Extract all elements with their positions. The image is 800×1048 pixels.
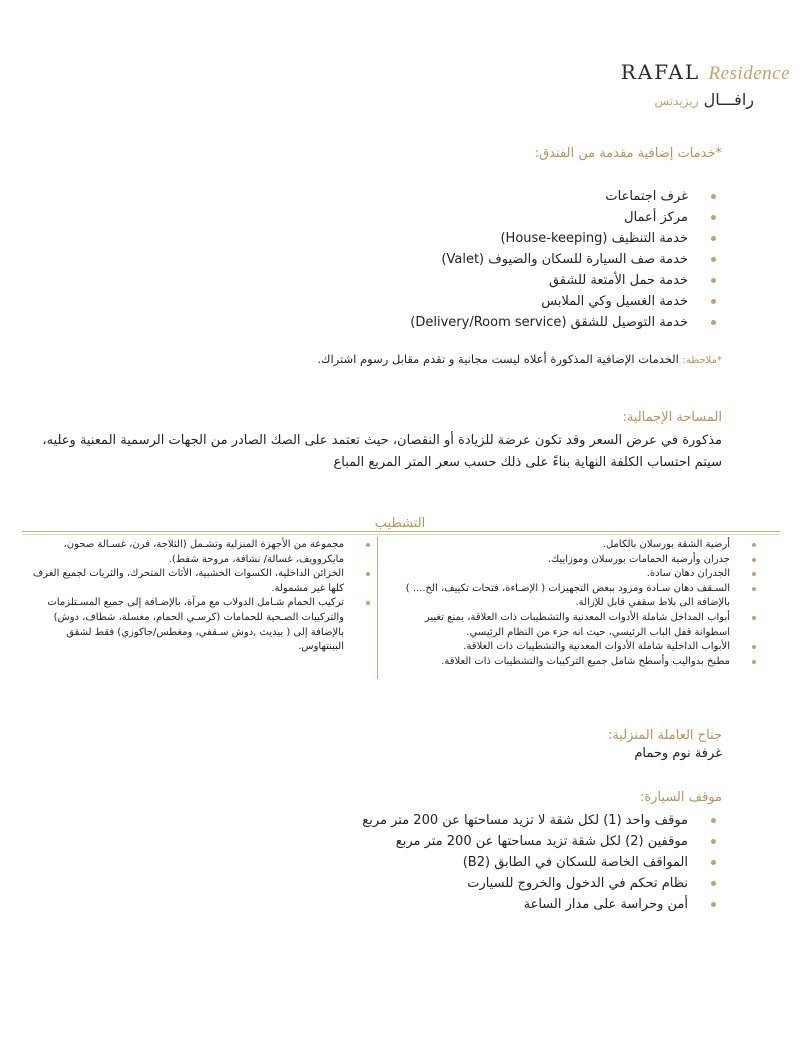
list-item: المواقف الخاصة للسكان في الطابق (B2)	[362, 852, 688, 873]
list-item: خدمة صف السيارة للسكان والضيوف (Valet)	[410, 249, 688, 270]
logo-ar-main: رافـــال	[703, 90, 754, 109]
logo-arabic	[654, 90, 754, 109]
list-item: نظام تحكم في الدخول والخروج للسيارت	[362, 873, 688, 894]
area-heading: المساحة الإجمالية:	[622, 410, 722, 425]
list-item: أبواب المداخل شاملة الأدوات المعدنية والتشطيبات ذات العلاقة، يمنع تغيير اسطوانة قفل الباب الرئيسي، حيث انه جزء من النظام الرئيسي.	[400, 611, 730, 640]
finishing-heading: التشطيب	[374, 516, 426, 531]
list-item: موقف واحد (1) لكل شقة لا تزيد مساحتها عن 200 متر مربع	[362, 810, 688, 831]
note-text: الخدمات الإضافية المذكورة أعلاه ليست مجانية و تقدم مقابل رسوم اشتراك.	[317, 352, 679, 366]
list-item: أرضية الشقة بورسلان بالكامل.	[400, 538, 730, 553]
list-item: مركز أعمال	[410, 207, 688, 228]
list-item: الخزائن الداخلية، الكسوات الخشبية، الأثاث المتحرك، والثريات لجميع الغرف كلها غير مشمولة.	[24, 567, 344, 596]
services-heading: *خدمات إضافية مقدمة من الفندق:	[534, 146, 722, 161]
list-item: خدمة التنظيف (House-keeping)	[410, 228, 688, 249]
list-item: الأبواب الداخلية شاملة الأدوات المعدنية والتشطيبات ذات العلاقة.	[400, 640, 730, 655]
list-item: خدمة الغسيل وكي الملابس	[410, 291, 688, 312]
list-item: السـقف دهان سـادة ومزود ببعض التجهيزات ( الإضـاءة، فتحات تكييف، الخ.... ) بالإضافة الى بلاط سقفي قابل للإزالة.	[400, 582, 730, 611]
note-label: *ملاحظة:	[682, 355, 722, 366]
services-note	[317, 352, 722, 366]
list-item: خدمة التوصيل للشقق (Delivery/Room service)	[410, 312, 688, 333]
maid-heading: جناح العاملة المنزلية:	[607, 728, 722, 743]
services-list	[410, 186, 688, 333]
finishing-left-list	[24, 538, 344, 655]
finishing-divider	[22, 531, 780, 532]
finishing-column-divider	[377, 537, 378, 679]
list-item: خدمة حمل الأمتعة للشقق	[410, 270, 688, 291]
logo-ar-sub: ريزيدنس	[654, 94, 699, 108]
parking-heading: موقف السيارة:	[639, 790, 722, 805]
logo-en-main: RAFAL	[620, 60, 701, 84]
logo-english	[621, 60, 790, 85]
list-item: مطبخ بدواليب وأسطح شامل جميع التركيبات والتشطيبات ذات العلاقة.	[400, 655, 730, 670]
list-item: غرف اجتماعات	[410, 186, 688, 207]
logo-en-sub: Residence	[708, 63, 790, 84]
rafal-residence-logo	[590, 52, 790, 122]
list-item: أمن وحراسة على مدار الساعة	[362, 894, 688, 915]
list-item: مجموعة من الأجهزة المنزلية وتشـمل (الثلاجة، فرن، غسـالة صحون، مايكروويف، غسالة/ نشافة، مروحة شفط).	[24, 538, 344, 567]
finishing-right-list	[400, 538, 730, 669]
finishing-divider-secondary	[22, 534, 780, 535]
maid-text: غرفة نوم وحمام	[634, 746, 722, 761]
list-item: جدران وأرضية الحمامات بورسلان وموزاييك.	[400, 553, 730, 568]
parking-list	[362, 810, 688, 915]
list-item: الجدران دهان سادة.	[400, 567, 730, 582]
list-item: تركيب الحمام شـامل الدولاب مع مرآة، بالإضـافة إلى جميع المسـتلزمات والتركيبات الصـحية للحمامات (كرسـي الحمام، مغسلة، شطاف، دوش) بالإضافة إلى ( بيديث ,دوش سـقفي، ومغطس/جاكوزي) فقط لشقق البينتهاوس.	[24, 596, 344, 654]
list-item: موقفين (2) لكل شقة تزيد مساحتها عن 200 متر مربع	[362, 831, 688, 852]
area-text: مذكورة في عرض السعر وقد تكون عرضة للزيادة أو النقصان، حيث تعتمد على الصك الصادر من الجهات الرسمية المعنية وعليه، سيتم احتساب الكلفة النهاية بناءً على ذلك حسب سعر المتر المربع المباع	[42, 433, 722, 470]
